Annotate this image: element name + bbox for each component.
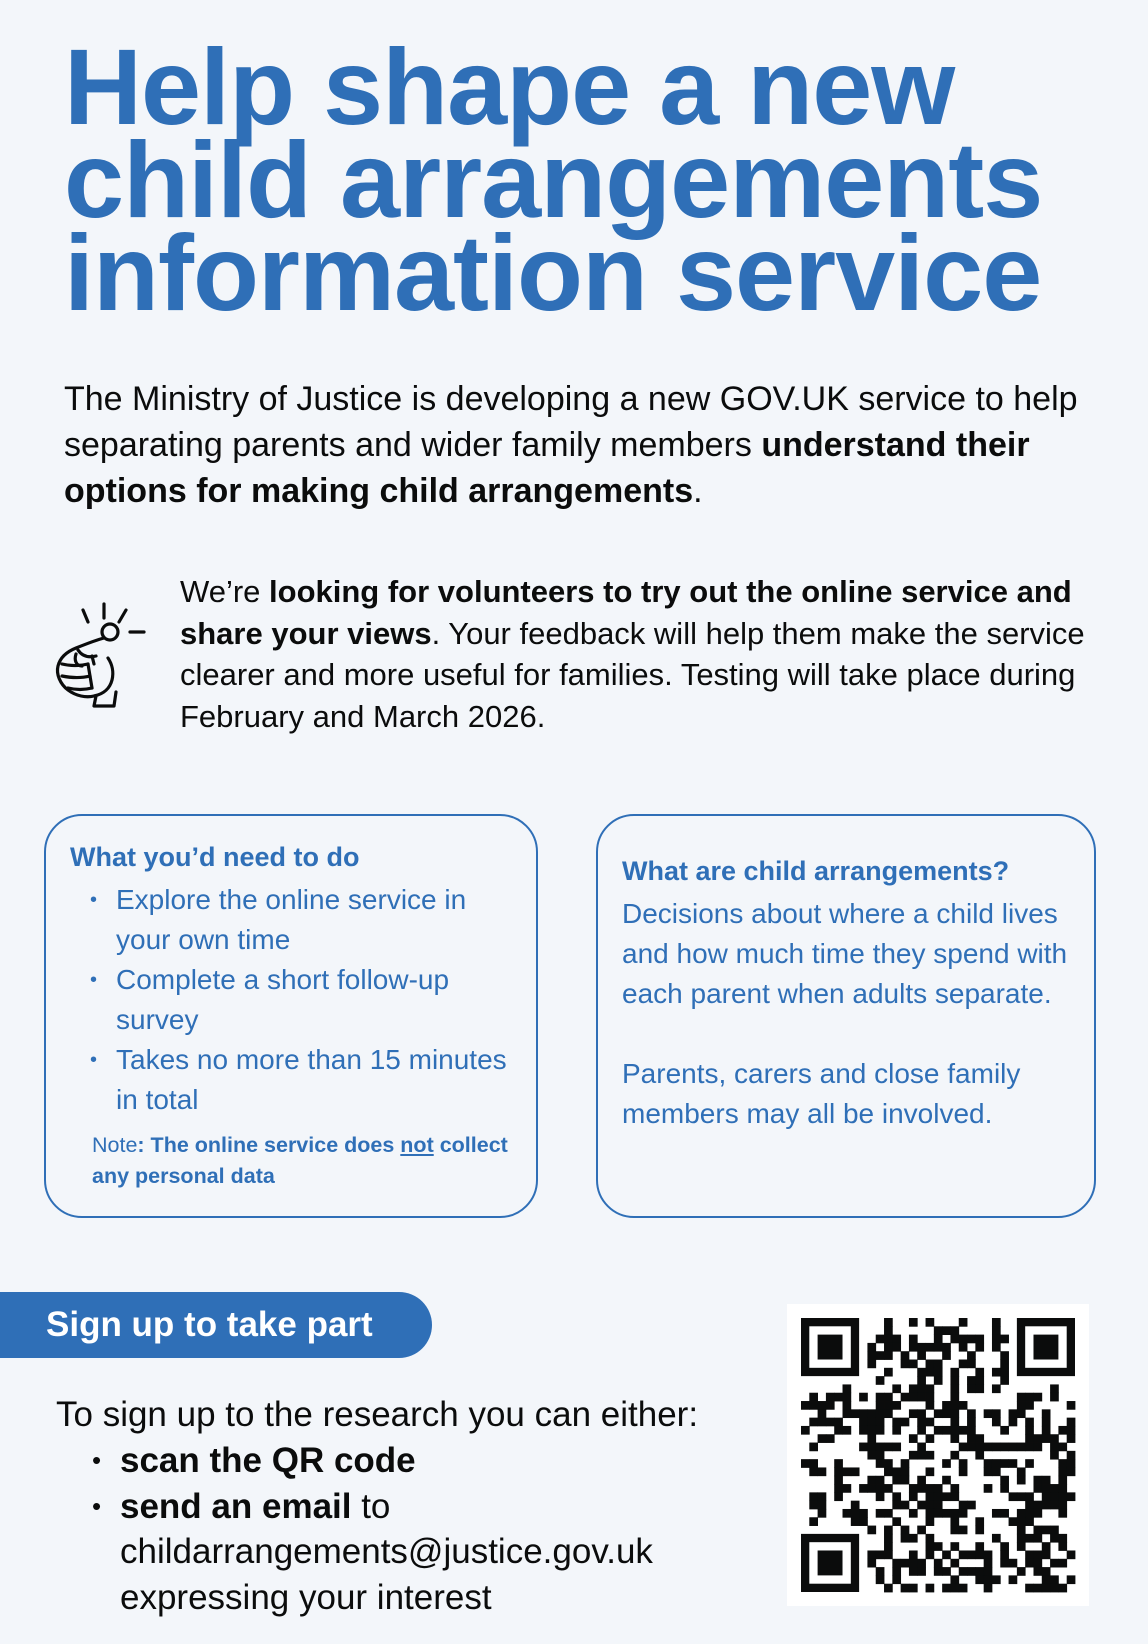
sign-up-lead: To sign up to the research you can either:: [56, 1395, 699, 1434]
need-to-do-title: What you’d need to do: [70, 842, 360, 872]
option-email-tail: expressing your interest: [120, 1577, 492, 1617]
headline-line-2: child arrangements: [64, 119, 1043, 240]
intro-text: The Ministry of Justice is developing a new GOV.UK service to help separating parents and wider family members: [64, 380, 1078, 464]
volunteer-paragraph: [180, 571, 1100, 737]
note-end: collect any personal data: [92, 1133, 508, 1188]
note-label: Note: [92, 1133, 138, 1157]
volunteer-prefix: We’re: [180, 574, 270, 609]
headline-line-1: Help shape a new: [64, 26, 955, 147]
volunteer-rest: . Your feedback will help them make the service clearer and more useful for families. Testing will take place during February and March 2026.: [180, 615, 1085, 734]
child-arrangements-title: What are child arrangements?: [622, 856, 1010, 886]
list-item: • Takes no more than 15 minutes in total: [116, 1040, 516, 1120]
note-bold: : The online service does: [137, 1133, 401, 1157]
list-item: [92, 1438, 752, 1484]
intro-end: .: [693, 472, 703, 510]
qr-code-icon[interactable]: [787, 1304, 1089, 1606]
personal-data-note: [92, 1130, 516, 1192]
list-item: [92, 1484, 752, 1621]
child-arrangements-involved: Parents, carers and close family members may all be involved.: [622, 1058, 1021, 1129]
child-arrangements-card: [596, 814, 1096, 1218]
intro-paragraph: [64, 376, 1104, 514]
need-to-do-card: [44, 814, 538, 1218]
option-scan-qr: scan the QR code: [120, 1441, 416, 1480]
note-underline: not: [400, 1133, 434, 1157]
email-address[interactable]: childarrangements@justice.gov.uk: [120, 1532, 653, 1571]
headline: [64, 26, 1124, 333]
option-email-rest: to: [351, 1486, 391, 1526]
child-arrangements-definition: Decisions about where a child lives and how much time they spend with each parent when adults separate.: [622, 898, 1068, 1009]
list-item: • Explore the online service in your own time: [116, 880, 516, 960]
pointing-hand-icon: [52, 600, 152, 710]
need-to-do-list: [70, 880, 516, 1120]
option-email-bold: send an email: [120, 1486, 352, 1526]
list-item: • Complete a short follow-up survey: [116, 960, 516, 1040]
headline-line-3: information service: [64, 212, 1042, 333]
volunteer-bold: looking for volunteers to try out the online service and share your views: [180, 574, 1072, 651]
sign-up-banner: Sign up to take part: [0, 1292, 432, 1358]
sign-up-options: [92, 1438, 752, 1620]
intro-bold: understand their options for making child arrangements: [64, 426, 1030, 510]
